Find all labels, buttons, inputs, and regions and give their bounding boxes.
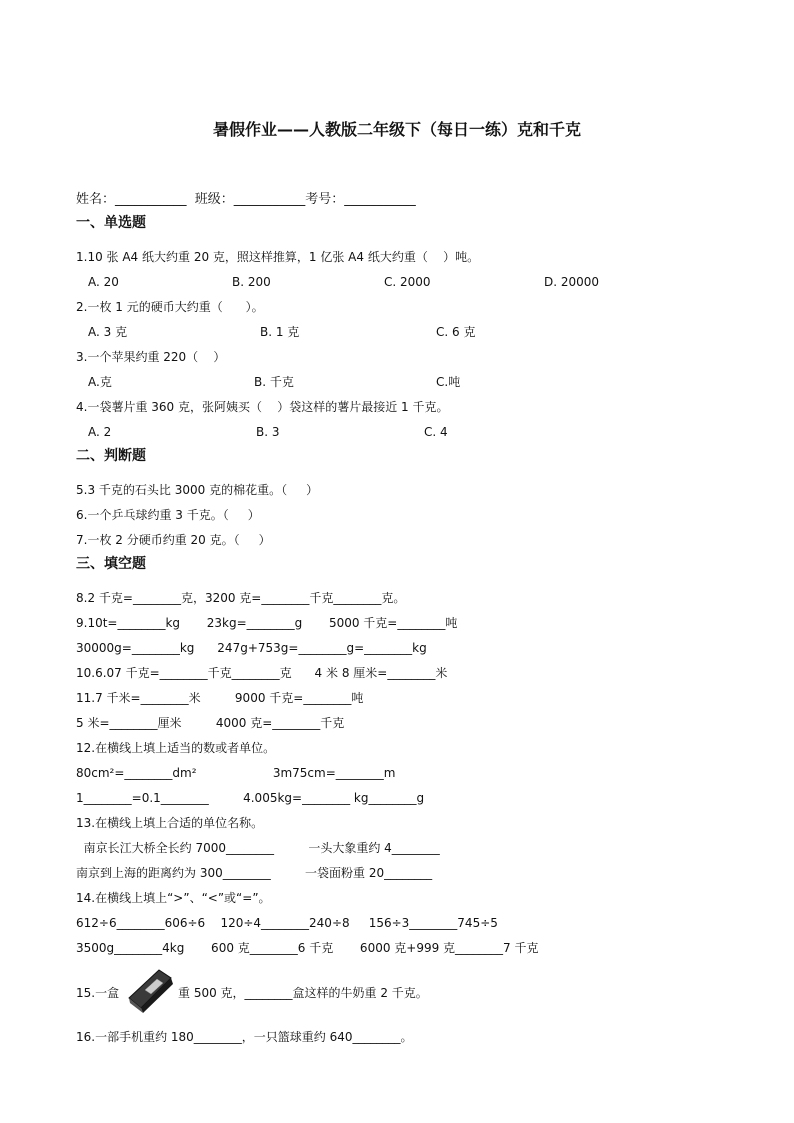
question-4-stem: 4.一袋薯片重 360 克，张阿姨买（ ）袋这样的薯片最接近 1 千克。	[76, 400, 449, 414]
question-14-stem: 14.在横线上填上“>”、“<”或“=”。	[76, 891, 271, 905]
question-11-line-2: 5 米=________厘米 4000 克=________千克	[76, 716, 345, 730]
question-1-stem: 1.10 张 A4 纸大约重 20 克，照这样推算，1 亿张 A4 纸大约重（ ）吨。	[76, 250, 480, 264]
question-2-stem: 2.一枚 1 元的硬币大约重（ ）。	[76, 300, 264, 314]
question-10: 10.6.07 千克=________千克________克 4 米 8 厘米=________米	[76, 666, 448, 680]
student-info-line: 姓名：___________ 班级：___________考号：___________	[76, 192, 416, 207]
question-13-line-2: 南京到上海的距离约为 300________ 一袋面粉重 20________	[76, 866, 433, 880]
question-4-option-a: A. 2	[88, 425, 112, 439]
question-7: 7.一枚 2 分硬币约重 20 克。（ ）	[76, 533, 271, 547]
milk-carton-icon	[123, 968, 175, 1014]
section-heading-single-choice: 一、单选题	[76, 215, 146, 231]
question-11-line-1: 11.7 千米=________米 9000 千克=________吨	[76, 691, 364, 705]
question-3-option-c: C.吨	[436, 375, 461, 389]
question-6: 6.一个乒乓球约重 3 千克。（ ）	[76, 508, 260, 522]
question-2-option-b: B. 1 克	[260, 325, 300, 339]
question-12-line-1: 80cm²=________dm² 3m75cm=________m	[76, 766, 396, 780]
question-1-option-a: A. 20	[88, 275, 119, 289]
section-heading-true-false: 二、判断题	[76, 448, 146, 464]
question-5: 5.3 千克的石头比 3000 克的棉花重。（ ）	[76, 483, 319, 497]
question-1-option-d: D. 20000	[544, 275, 600, 289]
question-15-after-image: 重 500 克，________盒这样的牛奶重 2 千克。	[178, 986, 428, 1000]
question-2-option-c: C. 6 克	[436, 325, 476, 339]
question-2-option-a: A. 3 克	[88, 325, 128, 339]
question-4-option-c: C. 4	[424, 425, 448, 439]
question-16: 16.一部手机重约 180________，一只篮球重约 640________。	[76, 1030, 413, 1044]
question-13-stem: 13.在横线上填上合适的单位名称。	[76, 816, 264, 830]
question-12-stem: 12.在横线上填上适当的数或者单位。	[76, 741, 276, 755]
section-heading-fill-in: 三、填空题	[76, 556, 146, 572]
question-14-line-2: 3500g________4kg 600 克________6 千克 6000 克+999 克________7 千克	[76, 941, 539, 955]
question-14-line-1: 612÷6________606÷6 120÷4________240÷8 156÷3________745÷5	[76, 916, 498, 930]
question-1-option-c: C. 2000	[384, 275, 431, 289]
question-13-line-1: 南京长江大桥全长约 7000________ 一头大象重约 4________	[76, 841, 440, 855]
page-title: 暑假作业——人教版二年级下（每日一练）克和千克	[212, 120, 581, 139]
question-9-line-2: 30000g=________kg 247g+753g=________g=________kg	[76, 641, 427, 655]
question-12-line-2: 1________=0.1________ 4.005kg=________ kg________g	[76, 791, 425, 805]
question-3-stem: 3.一个苹果约重 220（ ）	[76, 350, 226, 364]
question-3-option-a: A.克	[88, 375, 112, 389]
question-8: 8.2 千克=________克，3200 克=________千克________克。	[76, 591, 406, 605]
question-1-option-b: B. 200	[232, 275, 271, 289]
question-4-option-b: B. 3	[256, 425, 280, 439]
question-9-line-1: 9.10t=________kg 23kg=________g 5000 千克=________吨	[76, 616, 458, 630]
question-15-before-image: 15.一盒	[76, 986, 120, 1000]
question-3-option-b: B. 千克	[254, 375, 294, 389]
